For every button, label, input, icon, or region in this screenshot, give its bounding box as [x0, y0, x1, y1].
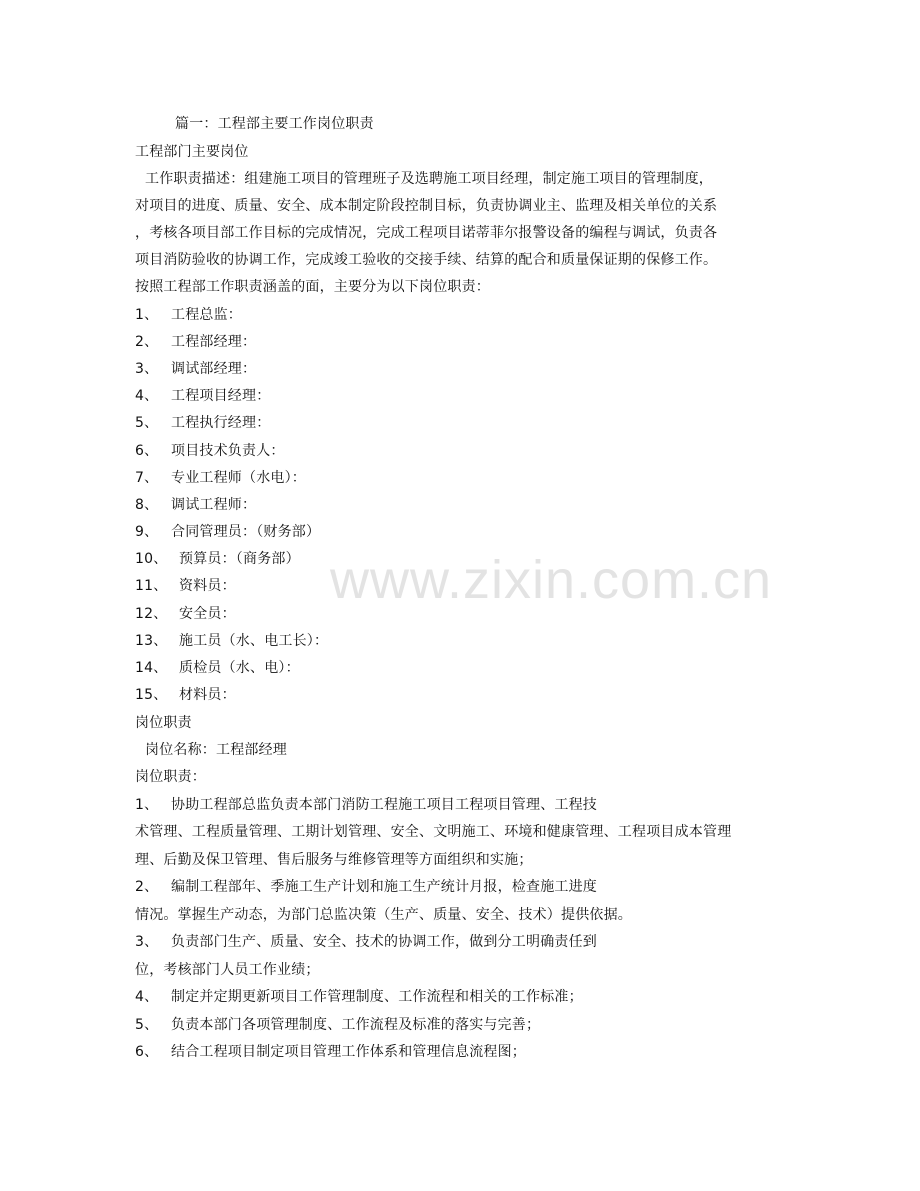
- list-item: 7、 专业工程师（水电）：: [135, 470, 306, 486]
- post-name: 岗位名称：工程部经理: [145, 742, 287, 758]
- list-item: 4、 工程项目经理：: [135, 388, 271, 404]
- description-line: 项目消防验收的协调工作，完成竣工验收的交接手续、结算的配合和质量保证期的保修工作。: [135, 252, 718, 268]
- description-line: 按照工程部工作职责涵盖的面，主要分为以下岗位职责：: [135, 279, 490, 295]
- description-line: 工作职责描述：组建施工项目的管理班子及选聘施工项目经理，制定施工项目的管理制度，: [145, 171, 713, 187]
- duty-item: 5、 负责本部门各项管理制度、工作流程及标准的落实与完善；: [135, 1017, 541, 1033]
- list-item: 5、 工程执行经理：: [135, 415, 271, 431]
- page-title: 篇一：工程部主要工作岗位职责: [175, 116, 374, 132]
- list-item: 8、 调试工程师：: [135, 497, 257, 513]
- section-title: 工程部门主要岗位: [135, 144, 249, 160]
- description-line: ，考核各项目部工作目标的完成情况，完成工程项目诺蒂菲尔报警设备的编程与调试，负责各: [135, 225, 718, 241]
- duty-item: 4、 制定并定期更新项目工作管理制度、工作流程和相关的工作标准；: [135, 989, 583, 1005]
- list-item: 2、 工程部经理：: [135, 334, 257, 350]
- duty-item: 3、 负责部门生产、质量、安全、技术的协调工作，做到分工明确责任到: [135, 934, 597, 950]
- duty-line: 情况。掌握生产动态，为部门总监决策（生产、质量、安全、技术）提供依据。: [135, 907, 632, 923]
- list-item: 3、 调试部经理：: [135, 361, 257, 377]
- watermark: www.zixin.com.cn: [330, 550, 773, 610]
- description-line: 对项目的进度、质量、安全、成本制定阶段控制目标，负责协调业主、监理及相关单位的关系: [135, 198, 718, 214]
- list-item: 12、 安全员：: [135, 606, 236, 622]
- list-item: 15、 材料员：: [135, 687, 236, 703]
- duty-line: 术管理、工程质量管理、工期计划管理、安全、文明施工、环境和健康管理、工程项目成本管理: [135, 824, 732, 840]
- list-item: 9、 合同管理员：（财务部）: [135, 524, 321, 540]
- list-item: 6、 项目技术负责人：: [135, 443, 285, 459]
- list-item: 1、 工程总监：: [135, 307, 242, 323]
- duty-item: 6、 结合工程项目制定项目管理工作体系和管理信息流程图；: [135, 1044, 526, 1060]
- list-item: 14、 质检员（水、电）：: [135, 660, 300, 676]
- list-item: 10、 预算员：（商务部）: [135, 551, 300, 567]
- duty-item: 2、 编制工程部年、季施工生产计划和施工生产统计月报，检查施工进度: [135, 879, 597, 895]
- duty-item: 1、 协助工程部总监负责本部门消防工程施工项目工程项目管理、工程技: [135, 797, 597, 813]
- list-item: 13、 施工员（水、电工长）：: [135, 633, 329, 649]
- duty-line: 理、后勤及保卫管理、售后服务与维修管理等方面组织和实施；: [135, 852, 533, 868]
- duty-line: 位，考核部门人员工作业绩；: [135, 962, 320, 978]
- duty-label: 岗位职责：: [135, 769, 206, 785]
- section-title: 岗位职责: [135, 715, 192, 731]
- list-item: 11、 资料员：: [135, 578, 236, 594]
